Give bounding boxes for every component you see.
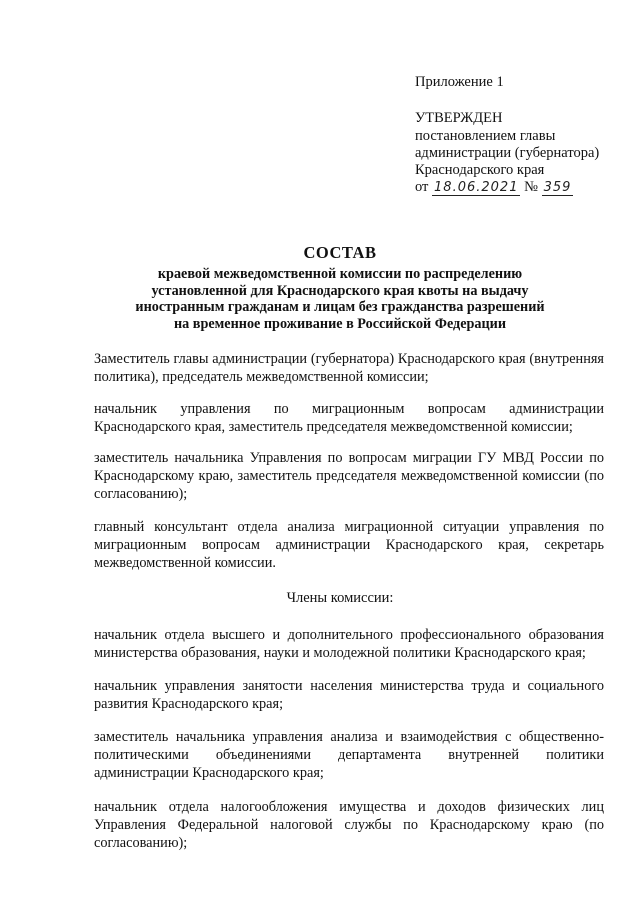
member-item: начальник отдела высшего и дополнительного профессионального образования министерства образования, науки и молодежной политики Краснодарского края; (94, 627, 604, 661)
number-sign: № (524, 179, 538, 195)
members-heading: Члены комиссии: (286, 590, 394, 606)
approval-line: Краснодарского края (415, 162, 545, 178)
commission-vice-chair: начальник управления по миграционным вопросам администрации Краснодарского края, заместитель председателя межведомственной комиссии; (94, 401, 604, 435)
handwritten-date: 18.06.2021 (434, 180, 519, 195)
approval-line: администрации (губернатора) (415, 145, 600, 161)
approval-date-line (415, 179, 599, 196)
date-prefix: от (415, 179, 429, 195)
commission-vice-chair-2: заместитель начальника Управления по вопросам миграции ГУ МВД России по Краснодарскому краю, заместитель председателя межведомственной комиссии (по согласованию); (94, 450, 604, 502)
approved-label: УТВЕРЖДЕН (415, 110, 503, 126)
document-title (90, 243, 590, 332)
title-subline: на временное проживание в Российской Федерации (173, 315, 507, 332)
title-subline: краевой межведомственной комиссии по распределению (157, 266, 523, 282)
member-item: начальник отдела налогообложения имущества и доходов физических лиц Управления Федеральной налоговой службы по Краснодарскому краю (по согласованию); (94, 799, 604, 851)
title-main: СОСТАВ (303, 243, 377, 262)
member-item: начальник управления занятости населения министерства труда и социального развития Краснодарского края; (94, 678, 604, 712)
commission-chair: Заместитель главы администрации (губернатора) Краснодарского края (внутренняя политика), председатель межведомственной комиссии; (94, 351, 604, 385)
commission-secretary: главный консультант отдела анализа миграционной ситуации управления по миграционным вопросам администрации Краснодарского края, секретарь межведомственной комиссии. (94, 519, 604, 571)
approval-line: постановлением главы (415, 128, 556, 144)
title-subline: установленной для Краснодарского края квоты на выдачу (151, 282, 529, 299)
member-item: заместитель начальника управления анализа и взаимодействия с общественно-политическими объединениями департамента внутренней политики администрации Краснодарского края; (94, 729, 604, 781)
approval-block (415, 110, 599, 196)
title-subline: иностранным гражданам и лицам без гражданства разрешений (135, 299, 545, 315)
handwritten-number: 359 (543, 180, 572, 195)
appendix-label: Приложение 1 (415, 74, 504, 90)
